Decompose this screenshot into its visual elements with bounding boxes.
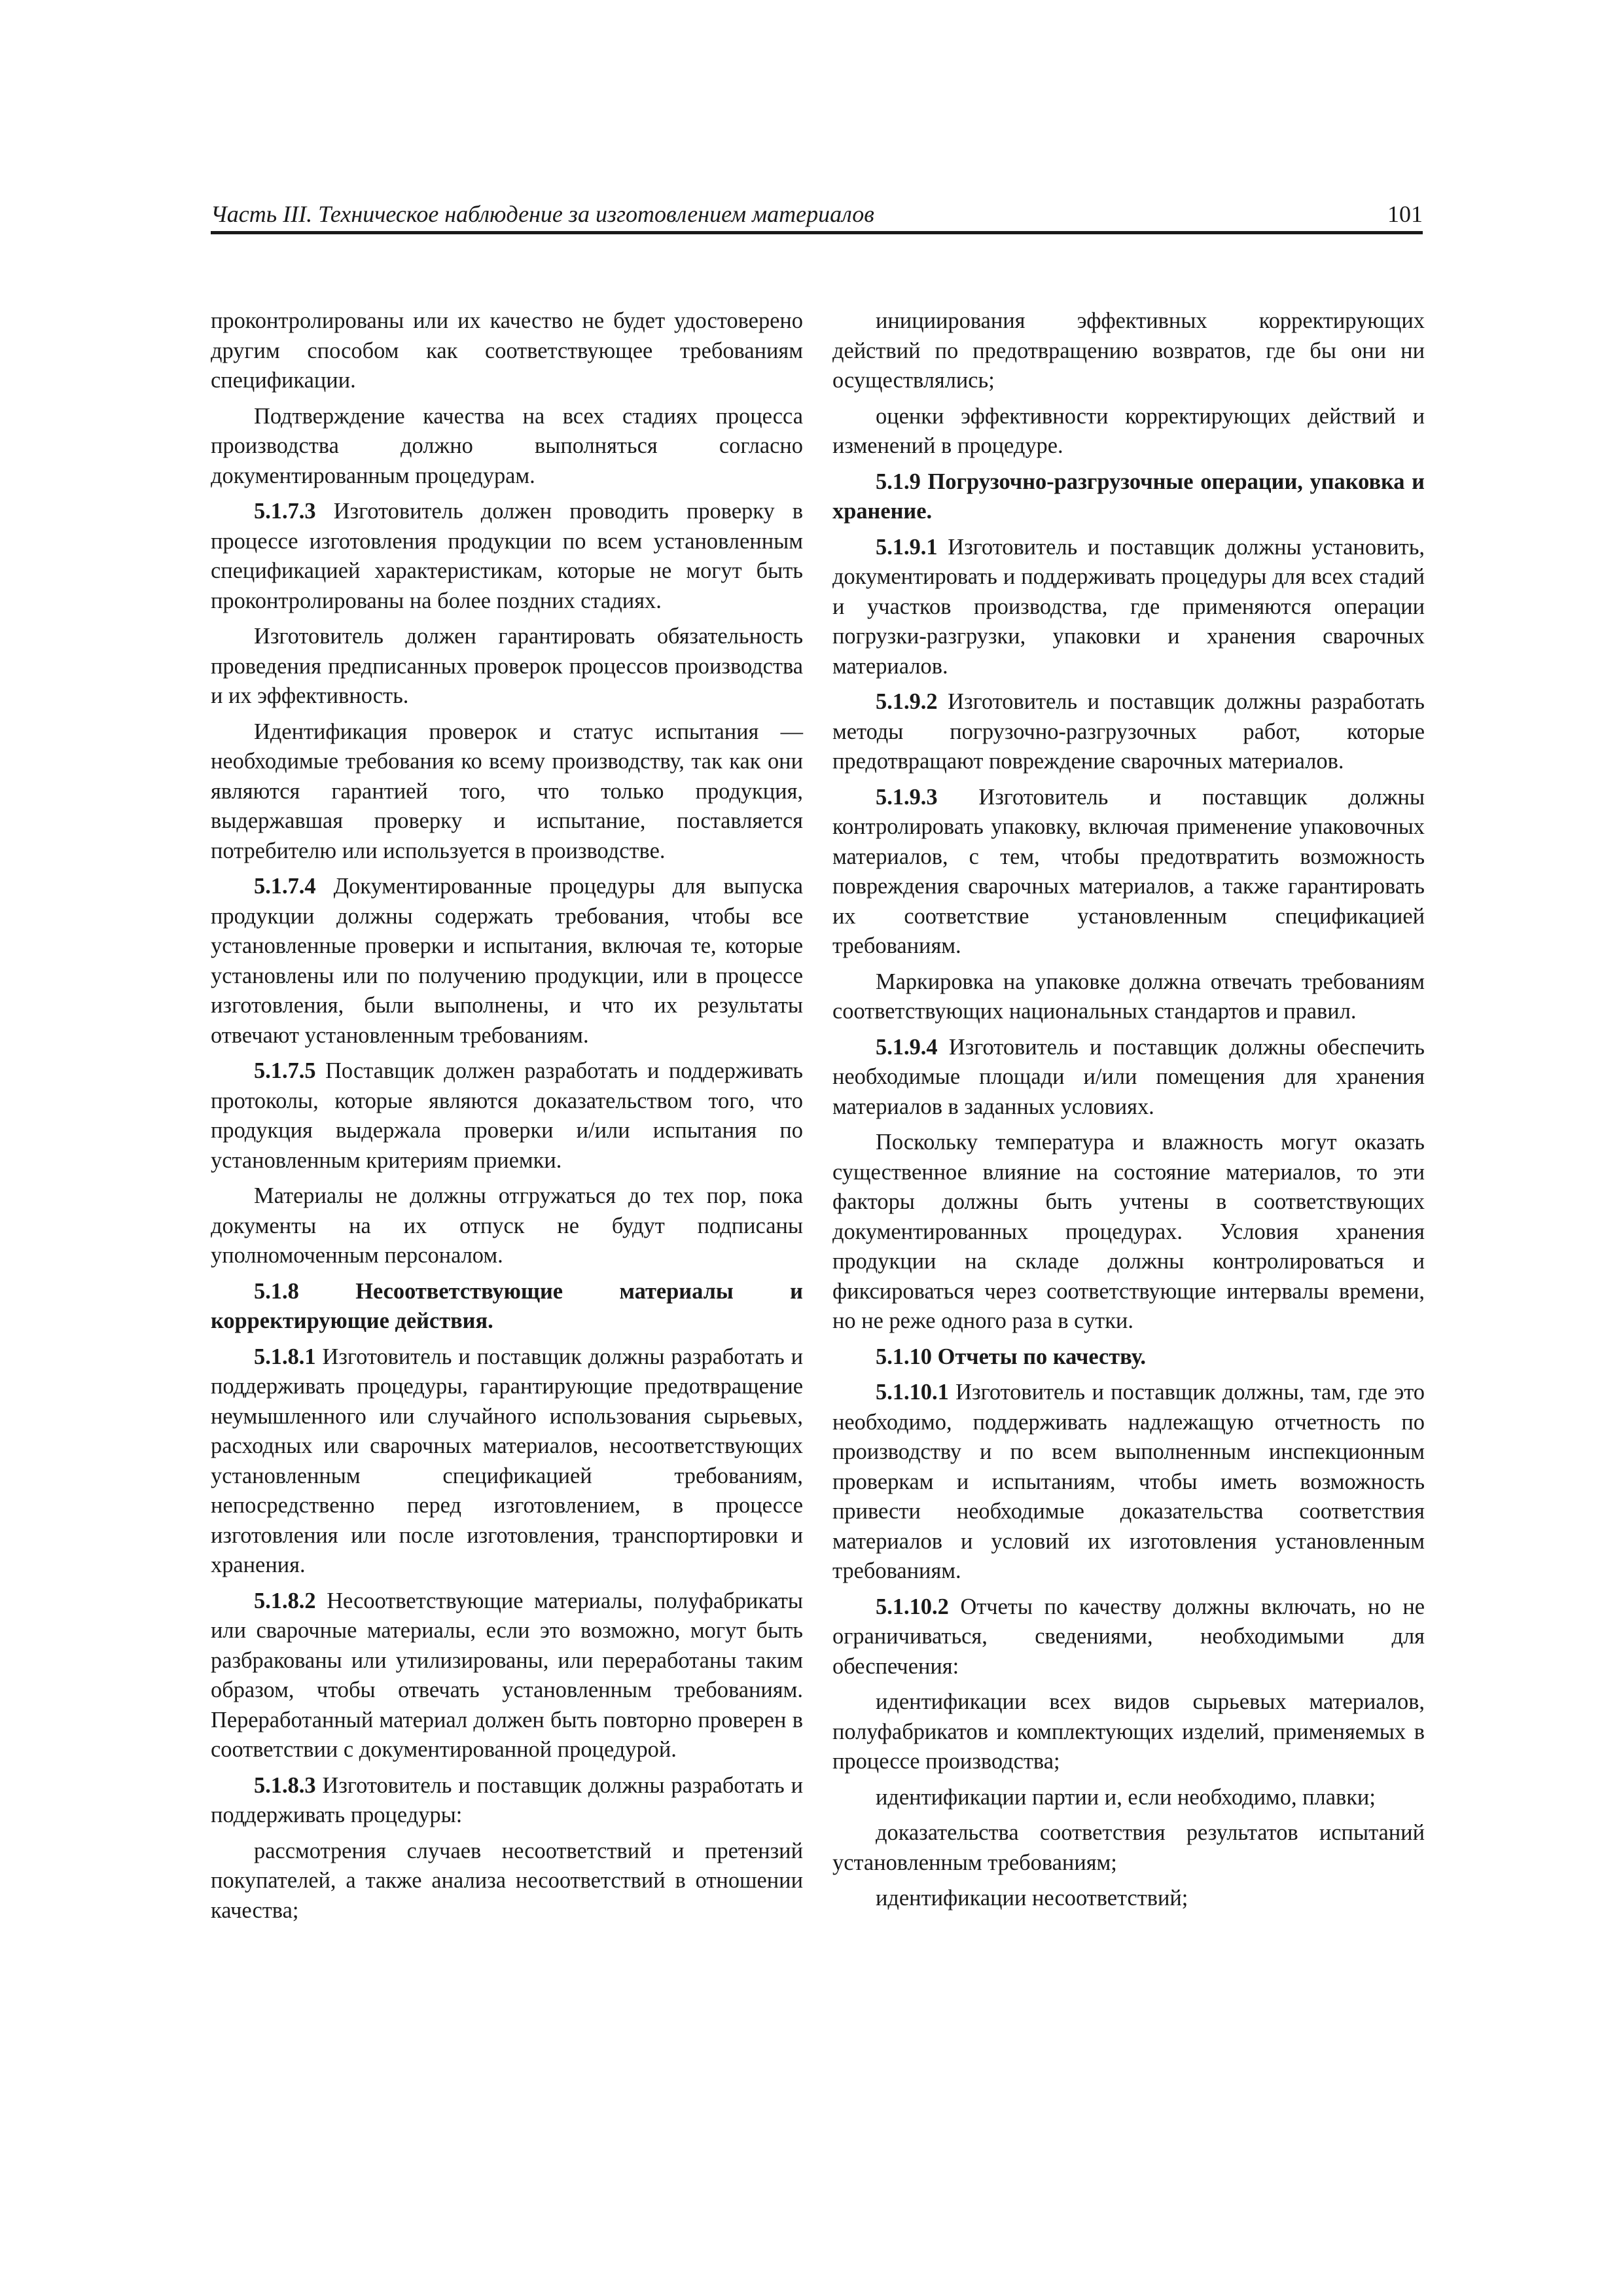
paragraph	[832, 687, 1425, 777]
paragraph: Изготовитель должен гарантировать обязательность проведения предписанных проверок процессов производства и их эффективность.	[211, 624, 803, 708]
section-heading: 5.1.8 Несоответствующие материалы и корректирующие действия.	[211, 1278, 803, 1333]
paragraph-text: Изготовитель и поставщик должны разработать методы погрузочно-разгрузочных работ, которые предотвращают повреждение сварочных материалов.	[832, 689, 1425, 774]
paragraph: Маркировка на упаковке должна отвечать требованиям соответствующих национальных стандартов и правил.	[832, 969, 1425, 1024]
clause-number: 5.1.9.3	[876, 784, 938, 810]
section-heading: 5.1.9 Погрузочно-разгрузочные операции, упаковка и хранение.	[832, 469, 1425, 524]
clause-number: 5.1.10.2	[876, 1594, 949, 1619]
clause-number: 5.1.9.4	[876, 1034, 938, 1060]
paragraph	[211, 1342, 803, 1581]
paragraph-text: Изготовитель и поставщик должны разработать и поддерживать процедуры:	[211, 1772, 803, 1827]
paragraph-text: Несоответствующие материалы, полуфабрикаты или сварочные материалы, если это возможно, могут быть разбракованы или утилизированы, или переработаны таким образом, чтобы отвечать установленным требованиям. Переработанный материал должен быть повторно проверен в соответствии с документированной процедурой.	[211, 1588, 803, 1762]
list-item: доказательства соответствия результатов испытаний установленным требованиям;	[832, 1820, 1425, 1875]
paragraph-text: Изготовитель и поставщик должны, там, где это необходимо, поддерживать надлежащую отчетность по производству и по всем выполненным инспекционным проверкам и испытаниям, чтобы иметь возможность привести необходимые доказательства соответствия материалов и условий их изготовления установленным требованиям.	[832, 1380, 1425, 1583]
clause-number: 5.1.7.4	[254, 874, 316, 899]
paragraph-text: Отчеты по качеству должны включать, но не ограничиваться, сведениями, необходимыми для обеспечения:	[832, 1594, 1425, 1679]
paragraph	[832, 533, 1425, 682]
paragraph-text: Изготовитель и поставщик должны разработать и поддерживать процедуры, гарантирующие предотвращение неумышленного или случайного использования сырьевых, расходных или сварочных материалов, несоответствующих установленным спецификацией требованиям, непосредственно перед изготовлением, в процессе изготовления или после изготовления, транспортировки и хранения.	[211, 1344, 803, 1577]
paragraph-text: Документированные процедуры для выпуска продукции должны содержать требования, чтобы все установленные проверки и испытания, включая те, которые установлены или по получению продукции, или в процессе изготовления, были выполнены, и что их результаты отвечают установленным требованиям.	[211, 874, 803, 1048]
paragraph	[832, 783, 1425, 961]
paragraph-text: Изготовитель должен проводить проверку в процессе изготовления продукции по всем установленным спецификацией характеристикам, которые не могут быть проконтролированы на более поздних стадиях.	[211, 499, 803, 613]
paragraph: рассмотрения случаев несоответствий и претензий покупателей, а также анализа несоответствий в отношении качества;	[211, 1838, 803, 1923]
clause-number: 5.1.9.1	[876, 534, 938, 560]
clause-number: 5.1.8.2	[254, 1588, 316, 1613]
running-header	[211, 194, 1423, 234]
paragraph	[211, 872, 803, 1050]
header-title: Часть III. Техническое наблюдение за изготовлением материалов	[211, 201, 874, 227]
paragraph: Подтверждение качества на всех стадиях процесса производства должно выполняться согласно документированным процедурам.	[211, 403, 803, 488]
paragraph-text: Изготовитель и поставщик должны установить, документировать и поддерживать процедуры для всех стадий и участков производства, где применяются операции погрузки-разгрузки, упаковки и хранения сварочных материалов.	[832, 534, 1425, 679]
paragraph	[211, 1587, 803, 1765]
paragraph	[211, 1771, 803, 1831]
paragraph-text: Поставщик должен разработать и поддерживать протоколы, которые являются доказательством того, что продукция выдержала проверки и/или испытания по установленным критериям приемки.	[211, 1058, 803, 1173]
page-number: 101	[1387, 201, 1423, 227]
clause-number: 5.1.9.2	[876, 689, 938, 714]
paragraph: Поскольку температура и влажность могут оказать существенное влияние на состояние материалов, то эти факторы должны быть учтены в соответствующих документированных процедурах. Условия хранения продукции на складе должны контролироваться и фиксироваться через соответствующие интервалы времени, но не реже одного раза в сутки.	[832, 1130, 1425, 1333]
paragraph	[832, 1592, 1425, 1682]
paragraph: проконтролированы или их качество не будет удостоверено другим способом как соответствующее требованиям спецификации.	[211, 308, 803, 393]
paragraph: оценки эффективности корректирующих действий и изменений в процедуре.	[832, 403, 1425, 458]
paragraph	[832, 1033, 1425, 1122]
header-divider	[211, 231, 1423, 234]
right-column	[832, 306, 1425, 1914]
clause-number: 5.1.8.1	[254, 1344, 316, 1369]
paragraph: инициирования эффективных корректирующих действий по предотвращению возвратов, где бы они ни осуществлялись;	[832, 308, 1425, 393]
list-item: идентификации партии и, если необходимо, плавки;	[876, 1784, 1376, 1810]
clause-number: 5.1.10.1	[876, 1380, 949, 1405]
left-column	[211, 306, 803, 1926]
list-item: идентификации всех видов сырьевых материалов, полуфабрикатов и комплектующих изделий, применяемых в процессе производства;	[832, 1689, 1425, 1774]
paragraph	[832, 1378, 1425, 1587]
list-item: идентификации несоответствий;	[876, 1886, 1188, 1910]
paragraph	[211, 497, 803, 616]
clause-number: 5.1.7.5	[254, 1058, 316, 1083]
paragraph	[211, 1056, 803, 1175]
paragraph: Материалы не должны отгружаться до тех пор, пока документы на их отпуск не будут подписаны уполномоченным персоналом.	[211, 1183, 803, 1268]
section-heading: 5.1.10 Отчеты по качеству.	[876, 1344, 1146, 1369]
paragraph-text: Изготовитель и поставщик должны обеспечить необходимые площади и/или помещения для хранения материалов в заданных условиях.	[832, 1034, 1425, 1119]
paragraph: Идентификация проверок и статус испытания — необходимые требования ко всему производству, так как они являются гарантией того, что только продукция, выдержавшая проверку и испытание, поставляется потребителю или используется в производстве.	[211, 719, 803, 863]
clause-number: 5.1.8.3	[254, 1772, 316, 1798]
paragraph-text: Изготовитель и поставщик должны контролировать упаковку, включая применение упаковочных материалов, с тем, чтобы предотвратить возможность повреждения сварочных материалов, а также гарантировать их соответствие установленным спецификацией требованиям.	[832, 784, 1425, 958]
clause-number: 5.1.7.3	[254, 499, 316, 524]
